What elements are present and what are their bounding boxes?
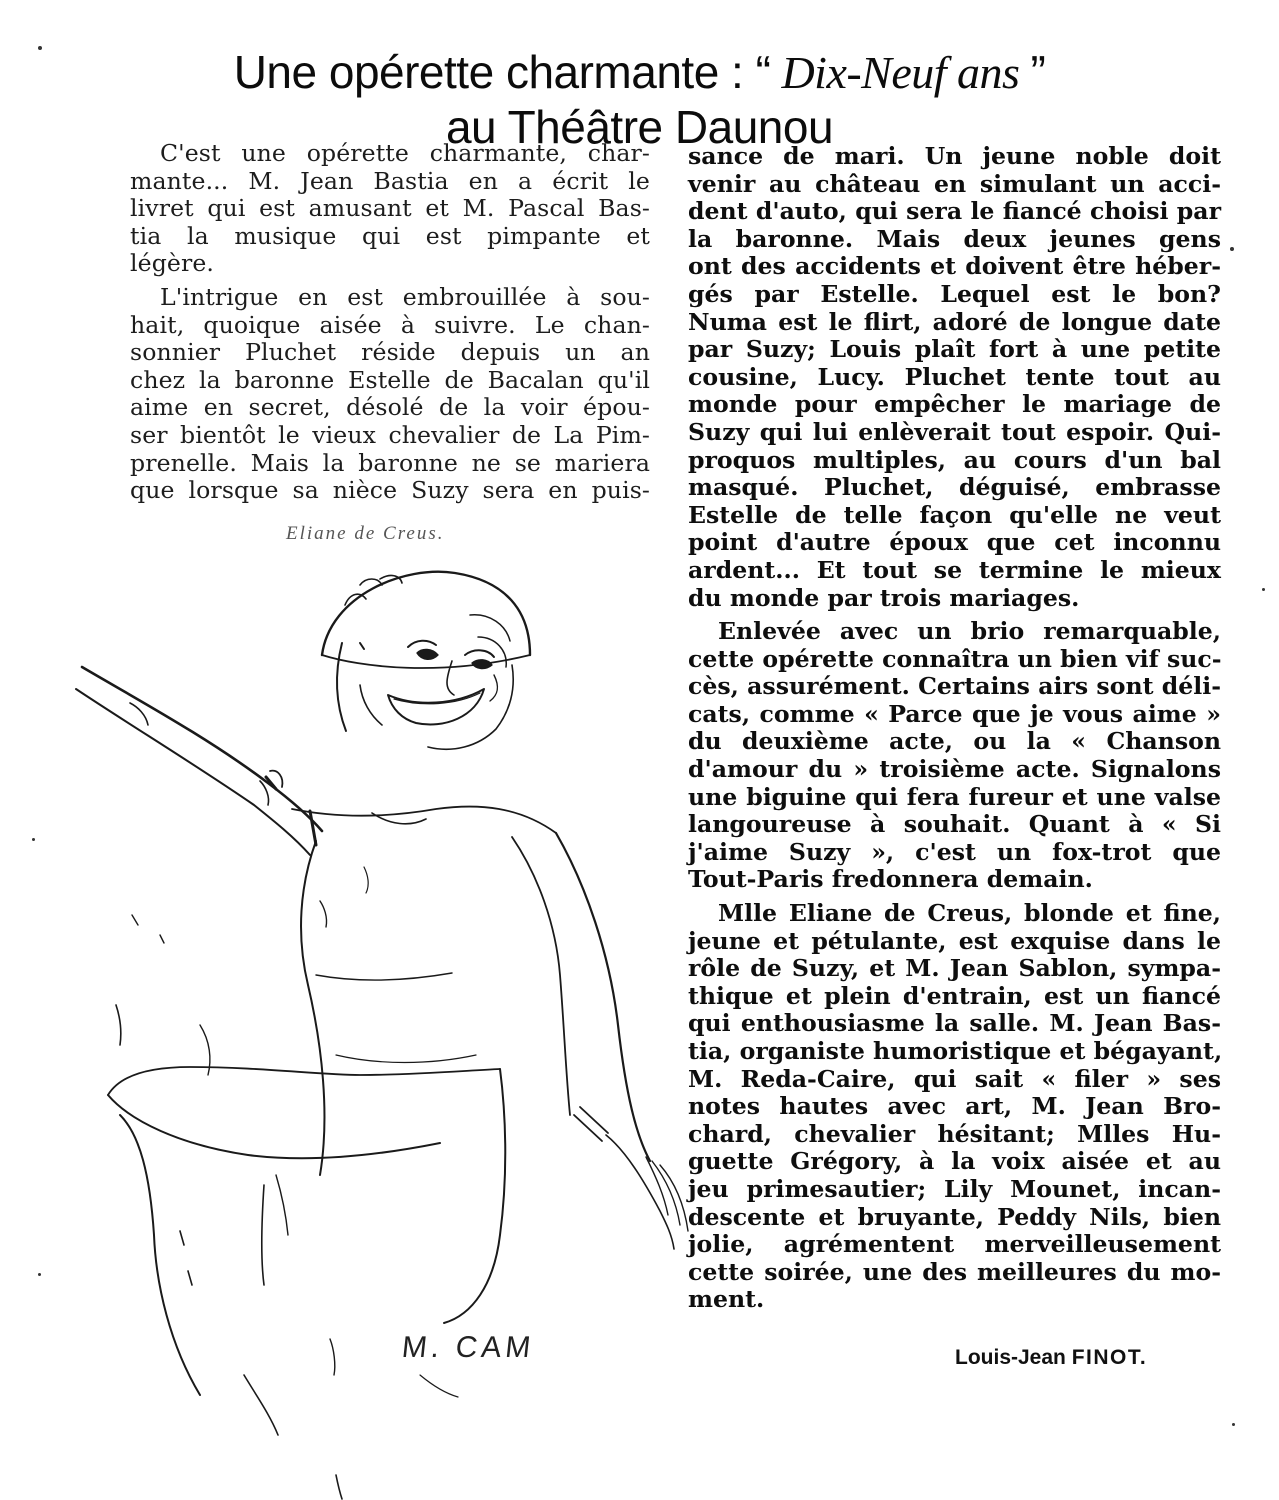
text-line: une biguine qui fera fureur et une valse <box>688 782 1221 811</box>
article-column-right <box>688 143 1221 1314</box>
text-line: par Suzy; Louis plaît fort à une petite <box>688 335 1221 364</box>
text-line: jolie, agrémentent merveilleusement <box>688 1230 1221 1259</box>
text-line: du monde par trois mariages. <box>688 583 1080 612</box>
text-line: légère. <box>130 249 215 278</box>
paragraph <box>130 140 650 278</box>
text-line: masqué. Pluchet, déguisé, embrasse <box>688 473 1221 502</box>
text-line: guette Grégory, à la voix aisée et au <box>688 1147 1221 1176</box>
text-line: mante... M. Jean Bastia en a écrit le <box>130 166 650 195</box>
text-line: du deuxième acte, ou la « Chanson <box>688 727 1221 756</box>
text-line: livret qui est amusant et M. Pascal Bas- <box>130 194 650 223</box>
text-line: venir au château en simulant un acci- <box>688 169 1221 198</box>
text-line: Enlevée avec un brio remarquable, <box>718 617 1221 646</box>
text-line: cette opérette connaîtra un bien vif suc- <box>688 644 1222 673</box>
text-line: jeune et pétulante, est exquise dans le <box>688 926 1221 955</box>
paragraph <box>130 284 650 505</box>
text-line: L'intrigue en est embrouillée à sou- <box>160 282 650 311</box>
text-line: cette soirée, une des meilleures du mo- <box>688 1257 1221 1286</box>
text-line: chez la baronne Estelle de Bacalan qu'il <box>130 365 650 394</box>
text-line: Mlle Eliane de Creus, blonde et fine, <box>718 899 1221 928</box>
paragraph <box>688 900 1221 1314</box>
illustrator-signature: M. CAM <box>400 1331 537 1364</box>
text-line: la baronne. Mais deux jeunes gens <box>688 224 1221 253</box>
text-line: cats, comme « Parce que je vous aime » <box>688 699 1221 728</box>
headline-suffix: ” <box>1030 45 1046 98</box>
text-line: thique et plein d'entrain, est un fiancé <box>688 981 1221 1010</box>
print-speck <box>1232 1423 1235 1426</box>
print-speck <box>38 1273 41 1276</box>
headline-show-title: Dix-Neuf ans <box>770 46 1031 98</box>
text-line: jeu primesautier; Lily Mounet, incan- <box>688 1174 1221 1203</box>
text-line: ont des accidents et doivent être héber- <box>688 252 1221 281</box>
text-line: prenelle. Mais la baronne ne se mariera <box>130 448 650 477</box>
text-line: rôle de Suzy, et M. Jean Sablon, sympa- <box>688 954 1221 983</box>
author-byline <box>955 1346 1147 1370</box>
text-line: point d'autre époux que cet inconnu <box>688 528 1221 557</box>
text-line: proquos multiples, au cours d'un bal <box>688 445 1221 474</box>
text-line: langoureuse à souhait. Quant à « Si <box>688 810 1221 839</box>
text-line: ment. <box>688 1285 765 1314</box>
author-first-name: Louis-Jean <box>955 1346 1066 1369</box>
text-line: descente et bruyante, Peddy Nils, bien <box>688 1202 1221 1231</box>
text-line: M. Reda-Caire, qui sait « filer » ses <box>688 1064 1221 1093</box>
text-line: Estelle de telle façon qu'elle ne veut <box>688 500 1221 529</box>
text-line: que lorsque sa nièce Suzy sera en puis- <box>130 476 650 505</box>
text-line: ser bientôt le vieux chevalier de La Pim- <box>130 420 650 449</box>
text-line: monde pour empêcher le mariage de <box>688 390 1221 419</box>
text-line: Numa est le flirt, adoré de longue date <box>688 307 1221 336</box>
text-line: j'aime Suzy », c'est un fox-trot que <box>688 837 1221 866</box>
headline-line-1 <box>0 45 1279 100</box>
sketch-illustration-icon <box>60 555 700 1500</box>
text-line: cousine, Lucy. Pluchet tente tout au <box>688 362 1221 391</box>
text-line: Tout-Paris fredonnera demain. <box>688 865 1093 894</box>
paragraph <box>688 143 1221 612</box>
text-line: tia, organiste humoristique et bégayant, <box>688 1037 1223 1065</box>
author-surname: FINOT. <box>1071 1346 1148 1369</box>
print-speck <box>1262 588 1265 591</box>
text-line: ardent... Et tout se termine le mieux <box>688 555 1221 584</box>
text-line: sonnier Pluchet réside depuis un an <box>130 338 650 367</box>
print-speck <box>32 838 35 841</box>
illustration-caption: Eliane de Creus. <box>286 523 445 544</box>
text-line: tia la musique qui est pimpante et <box>130 221 650 250</box>
text-line: cès, assurément. Certains airs sont déli- <box>688 672 1221 701</box>
text-line: hait, quoique aisée à suivre. Le chan- <box>130 310 650 339</box>
text-line: qui enthousiasme la salle. M. Jean Bas- <box>688 1009 1221 1038</box>
headline-prefix: Une opérette charmante : “ <box>233 45 771 98</box>
article-column-left <box>130 140 650 505</box>
text-line: chard, chevalier hésitant; Mlles Hu- <box>688 1119 1221 1148</box>
print-speck <box>38 46 42 50</box>
text-line: dent d'auto, qui sera le fiancé choisi par <box>688 197 1221 226</box>
paragraph <box>688 618 1221 894</box>
text-line: Suzy qui lui enlèverait tout espoir. Qui- <box>688 417 1221 446</box>
text-line: sance de mari. Un jeune noble doit <box>688 142 1221 170</box>
text-line: gés par Estelle. Lequel est le bon? <box>688 279 1221 308</box>
article-headline <box>0 45 1279 154</box>
text-line: aime en secret, désolé de la voir épou- <box>130 393 650 422</box>
text-line: d'amour du » troisième acte. Signalons <box>688 755 1221 784</box>
print-speck <box>1230 247 1234 251</box>
headline-line-2: au Théâtre Daunou <box>445 100 834 153</box>
text-line: C'est une opérette charmante, char- <box>160 139 650 167</box>
text-line: notes hautes avec art, M. Jean Bro- <box>688 1092 1221 1121</box>
